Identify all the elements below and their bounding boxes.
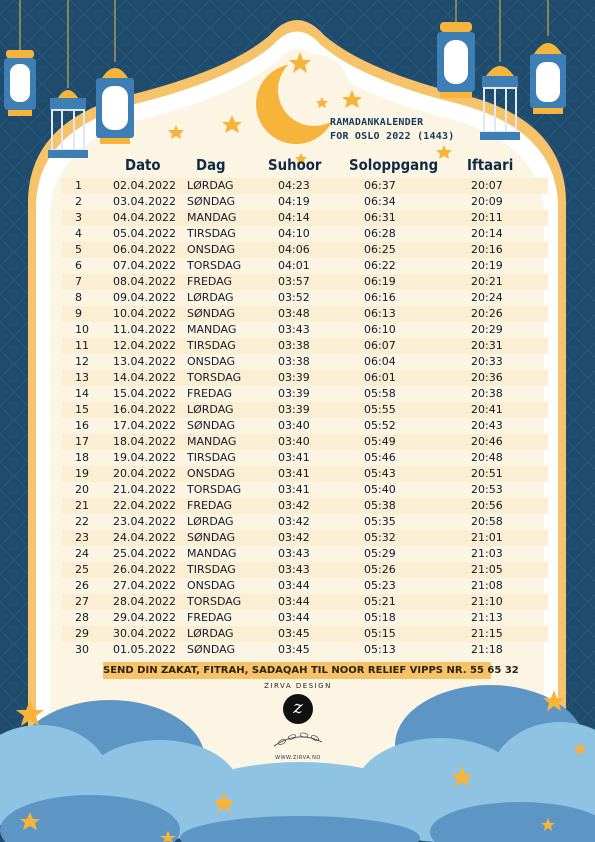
row-date: 26.04.2022 xyxy=(113,563,176,576)
row-number: 4 xyxy=(75,227,82,240)
row-suhoor: 03:43 xyxy=(278,563,310,576)
row-number: 11 xyxy=(75,339,89,352)
table-row xyxy=(62,610,548,626)
row-day: SØNDAG xyxy=(187,307,236,320)
row-date: 20.04.2022 xyxy=(113,467,176,480)
row-number: 10 xyxy=(75,323,89,336)
row-sunrise: 06:01 xyxy=(364,371,396,384)
row-number: 5 xyxy=(75,243,82,256)
row-suhoor: 03:44 xyxy=(278,595,310,608)
row-day: TORSDAG xyxy=(187,371,242,384)
row-number: 16 xyxy=(75,419,89,432)
header-iftar: Iftaari xyxy=(467,156,514,174)
row-iftar: 21:01 xyxy=(471,531,503,544)
row-day: FREDAG xyxy=(187,387,233,400)
row-sunrise: 05:46 xyxy=(364,451,396,464)
row-suhoor: 03:43 xyxy=(278,323,310,336)
row-date: 09.04.2022 xyxy=(113,291,176,304)
title-line-1: RAMADANKALENDER xyxy=(330,117,424,128)
row-suhoor: 03:44 xyxy=(278,579,310,592)
row-suhoor: 03:45 xyxy=(278,643,310,656)
header-date: Dato xyxy=(125,156,161,174)
row-iftar: 20:29 xyxy=(471,323,503,336)
row-sunrise: 06:04 xyxy=(364,355,396,368)
row-number: 6 xyxy=(75,259,82,272)
row-iftar: 20:46 xyxy=(471,435,503,448)
row-suhoor: 03:42 xyxy=(278,515,310,528)
row-suhoor: 04:14 xyxy=(278,211,310,224)
row-day: TIRSDAG xyxy=(187,227,236,240)
calendar-table xyxy=(62,178,548,658)
row-iftar: 20:41 xyxy=(471,403,503,416)
row-suhoor: 04:19 xyxy=(278,195,310,208)
row-number: 28 xyxy=(75,611,89,624)
row-suhoor: 03:41 xyxy=(278,483,310,496)
row-suhoor: 04:01 xyxy=(278,259,310,272)
row-iftar: 20:53 xyxy=(471,483,503,496)
row-suhoor: 03:39 xyxy=(278,403,310,416)
row-suhoor: 04:10 xyxy=(278,227,310,240)
row-number: 19 xyxy=(75,467,89,480)
row-iftar: 21:18 xyxy=(471,643,503,656)
row-iftar: 20:38 xyxy=(471,387,503,400)
row-number: 18 xyxy=(75,451,89,464)
header-day: Dag xyxy=(196,156,226,174)
row-sunrise: 05:52 xyxy=(364,419,396,432)
row-number: 8 xyxy=(75,291,82,304)
row-number: 27 xyxy=(75,595,89,608)
row-date: 17.04.2022 xyxy=(113,419,176,432)
row-iftar: 20:31 xyxy=(471,339,503,352)
row-sunrise: 05:49 xyxy=(364,435,396,448)
row-number: 23 xyxy=(75,531,89,544)
row-suhoor: 03:42 xyxy=(278,499,310,512)
row-suhoor: 03:57 xyxy=(278,275,310,288)
row-sunrise: 05:18 xyxy=(364,611,396,624)
row-date: 16.04.2022 xyxy=(113,403,176,416)
row-day: SØNDAG xyxy=(187,531,236,544)
row-suhoor: 03:48 xyxy=(278,307,310,320)
row-sunrise: 06:10 xyxy=(364,323,396,336)
row-sunrise: 06:13 xyxy=(364,307,396,320)
table-row xyxy=(62,482,548,498)
row-date: 23.04.2022 xyxy=(113,515,176,528)
row-suhoor: 03:40 xyxy=(278,435,310,448)
row-iftar: 20:16 xyxy=(471,243,503,256)
row-suhoor: 03:52 xyxy=(278,291,310,304)
row-sunrise: 06:37 xyxy=(364,179,396,192)
row-date: 12.04.2022 xyxy=(113,339,176,352)
calendar-title xyxy=(330,116,454,144)
row-sunrise: 06:31 xyxy=(364,211,396,224)
row-number: 15 xyxy=(75,403,89,416)
row-iftar: 20:58 xyxy=(471,515,503,528)
table-row xyxy=(62,450,548,466)
row-day: LØRDAG xyxy=(187,403,234,416)
table-row xyxy=(62,402,548,418)
brand-name: ZIRVA DESIGN xyxy=(264,682,332,690)
row-day: ONSDAG xyxy=(187,579,236,592)
row-iftar: 20:26 xyxy=(471,307,503,320)
row-number: 26 xyxy=(75,579,89,592)
row-iftar: 20:14 xyxy=(471,227,503,240)
table-row xyxy=(62,258,548,274)
row-suhoor: 03:42 xyxy=(278,531,310,544)
row-number: 1 xyxy=(75,179,82,192)
table-row xyxy=(62,290,548,306)
row-day: FREDAG xyxy=(187,611,233,624)
table-row xyxy=(62,210,548,226)
row-date: 25.04.2022 xyxy=(113,547,176,560)
row-day: TIRSDAG xyxy=(187,339,236,352)
row-day: ONSDAG xyxy=(187,355,236,368)
table-row xyxy=(62,530,548,546)
row-sunrise: 05:35 xyxy=(364,515,396,528)
row-day: FREDAG xyxy=(187,499,233,512)
row-day: MANDAG xyxy=(187,211,237,224)
row-day: TIRSDAG xyxy=(187,563,236,576)
brand-website: WWW.ZIRVA.NO xyxy=(275,755,321,761)
row-number: 25 xyxy=(75,563,89,576)
table-row xyxy=(62,354,548,370)
row-suhoor: 03:45 xyxy=(278,627,310,640)
row-iftar: 20:07 xyxy=(471,179,503,192)
row-date: 02.04.2022 xyxy=(113,179,176,192)
row-day: LØRDAG xyxy=(187,627,234,640)
row-number: 29 xyxy=(75,627,89,640)
row-suhoor: 03:44 xyxy=(278,611,310,624)
row-number: 7 xyxy=(75,275,82,288)
table-row xyxy=(62,306,548,322)
row-day: ONSDAG xyxy=(187,243,236,256)
row-date: 10.04.2022 xyxy=(113,307,176,320)
row-date: 21.04.2022 xyxy=(113,483,176,496)
row-date: 18.04.2022 xyxy=(113,435,176,448)
row-iftar: 20:51 xyxy=(471,467,503,480)
table-row xyxy=(62,194,548,210)
leaf-branch-icon xyxy=(270,726,326,752)
row-suhoor: 03:41 xyxy=(278,451,310,464)
table-row xyxy=(62,498,548,514)
table-row xyxy=(62,242,548,258)
row-iftar: 20:19 xyxy=(471,259,503,272)
row-number: 20 xyxy=(75,483,89,496)
row-day: SØNDAG xyxy=(187,643,236,656)
row-iftar: 21:13 xyxy=(471,611,503,624)
row-number: 2 xyxy=(75,195,82,208)
row-iftar: 21:08 xyxy=(471,579,503,592)
row-suhoor: 03:40 xyxy=(278,419,310,432)
table-row xyxy=(62,322,548,338)
row-sunrise: 05:29 xyxy=(364,547,396,560)
row-number: 22 xyxy=(75,515,89,528)
row-iftar: 21:10 xyxy=(471,595,503,608)
row-date: 27.04.2022 xyxy=(113,579,176,592)
row-sunrise: 06:28 xyxy=(364,227,396,240)
header-sunrise: Soloppgang xyxy=(349,156,439,174)
row-suhoor: 04:23 xyxy=(278,179,310,192)
table-row xyxy=(62,514,548,530)
row-date: 29.04.2022 xyxy=(113,611,176,624)
row-sunrise: 06:34 xyxy=(364,195,396,208)
row-day: LØRDAG xyxy=(187,515,234,528)
brand-monogram xyxy=(283,694,313,724)
row-sunrise: 05:23 xyxy=(364,579,396,592)
row-iftar: 20:36 xyxy=(471,371,503,384)
row-date: 11.04.2022 xyxy=(113,323,176,336)
row-suhoor: 03:41 xyxy=(278,467,310,480)
row-suhoor: 03:39 xyxy=(278,387,310,400)
row-sunrise: 06:22 xyxy=(364,259,396,272)
row-iftar: 20:43 xyxy=(471,419,503,432)
table-row xyxy=(62,626,548,642)
row-date: 24.04.2022 xyxy=(113,531,176,544)
table-row xyxy=(62,338,548,354)
table-row xyxy=(62,274,548,290)
row-day: FREDAG xyxy=(187,275,233,288)
row-iftar: 20:21 xyxy=(471,275,503,288)
row-day: TORSDAG xyxy=(187,483,242,496)
table-row xyxy=(62,370,548,386)
row-sunrise: 05:43 xyxy=(364,467,396,480)
row-iftar: 21:05 xyxy=(471,563,503,576)
row-iftar: 20:48 xyxy=(471,451,503,464)
row-number: 13 xyxy=(75,371,89,384)
row-suhoor: 03:38 xyxy=(278,339,310,352)
brand-monogram-letter: z xyxy=(293,697,303,718)
table-row xyxy=(62,594,548,610)
row-date: 04.04.2022 xyxy=(113,211,176,224)
zakat-banner: SEND DIN ZAKAT, FITRAH, SADAQAH TIL NOOR RELIEF VIPPS NR. 55 65 32 xyxy=(103,662,491,679)
row-day: SØNDAG xyxy=(187,195,236,208)
row-date: 22.04.2022 xyxy=(113,499,176,512)
table-row xyxy=(62,578,548,594)
row-number: 14 xyxy=(75,387,89,400)
row-date: 03.04.2022 xyxy=(113,195,176,208)
row-date: 07.04.2022 xyxy=(113,259,176,272)
row-day: MANDAG xyxy=(187,435,237,448)
row-sunrise: 05:15 xyxy=(364,627,396,640)
row-day: TORSDAG xyxy=(187,259,242,272)
brand-logo xyxy=(248,682,348,772)
row-date: 28.04.2022 xyxy=(113,595,176,608)
row-number: 21 xyxy=(75,499,89,512)
row-sunrise: 06:19 xyxy=(364,275,396,288)
row-date: 08.04.2022 xyxy=(113,275,176,288)
row-sunrise: 05:26 xyxy=(364,563,396,576)
row-day: TIRSDAG xyxy=(187,451,236,464)
row-iftar: 20:56 xyxy=(471,499,503,512)
row-sunrise: 05:58 xyxy=(364,387,396,400)
row-date: 14.04.2022 xyxy=(113,371,176,384)
row-day: ONSDAG xyxy=(187,467,236,480)
row-date: 13.04.2022 xyxy=(113,355,176,368)
row-sunrise: 06:07 xyxy=(364,339,396,352)
table-row xyxy=(62,178,548,194)
row-sunrise: 05:13 xyxy=(364,643,396,656)
row-date: 19.04.2022 xyxy=(113,451,176,464)
row-iftar: 20:33 xyxy=(471,355,503,368)
table-row xyxy=(62,562,548,578)
header-suhoor: Suhoor xyxy=(268,156,322,174)
row-iftar: 20:24 xyxy=(471,291,503,304)
row-date: 01.05.2022 xyxy=(113,643,176,656)
row-sunrise: 06:16 xyxy=(364,291,396,304)
row-day: LØRDAG xyxy=(187,291,234,304)
table-row xyxy=(62,434,548,450)
row-number: 3 xyxy=(75,211,82,224)
row-suhoor: 03:43 xyxy=(278,547,310,560)
row-sunrise: 05:38 xyxy=(364,499,396,512)
table-row xyxy=(62,226,548,242)
table-row xyxy=(62,386,548,402)
row-sunrise: 05:32 xyxy=(364,531,396,544)
row-sunrise: 05:40 xyxy=(364,483,396,496)
row-date: 30.04.2022 xyxy=(113,627,176,640)
row-date: 15.04.2022 xyxy=(113,387,176,400)
row-iftar: 21:03 xyxy=(471,547,503,560)
row-day: TORSDAG xyxy=(187,595,242,608)
row-number: 30 xyxy=(75,643,89,656)
row-day: LØRDAG xyxy=(187,179,234,192)
row-sunrise: 06:25 xyxy=(364,243,396,256)
row-day: SØNDAG xyxy=(187,419,236,432)
row-date: 06.04.2022 xyxy=(113,243,176,256)
row-number: 9 xyxy=(75,307,82,320)
row-sunrise: 05:21 xyxy=(364,595,396,608)
table-row xyxy=(62,466,548,482)
table-row xyxy=(62,546,548,562)
table-row xyxy=(62,418,548,434)
row-date: 05.04.2022 xyxy=(113,227,176,240)
row-sunrise: 05:55 xyxy=(364,403,396,416)
row-iftar: 20:09 xyxy=(471,195,503,208)
row-number: 24 xyxy=(75,547,89,560)
row-suhoor: 03:38 xyxy=(278,355,310,368)
row-day: MANDAG xyxy=(187,547,237,560)
row-iftar: 21:15 xyxy=(471,627,503,640)
row-iftar: 20:11 xyxy=(471,211,503,224)
row-suhoor: 04:06 xyxy=(278,243,310,256)
table-row xyxy=(62,642,548,658)
title-line-2: FOR OSLO 2022 (1443) xyxy=(330,131,455,142)
row-day: MANDAG xyxy=(187,323,237,336)
row-number: 17 xyxy=(75,435,89,448)
row-suhoor: 03:39 xyxy=(278,371,310,384)
row-number: 12 xyxy=(75,355,89,368)
